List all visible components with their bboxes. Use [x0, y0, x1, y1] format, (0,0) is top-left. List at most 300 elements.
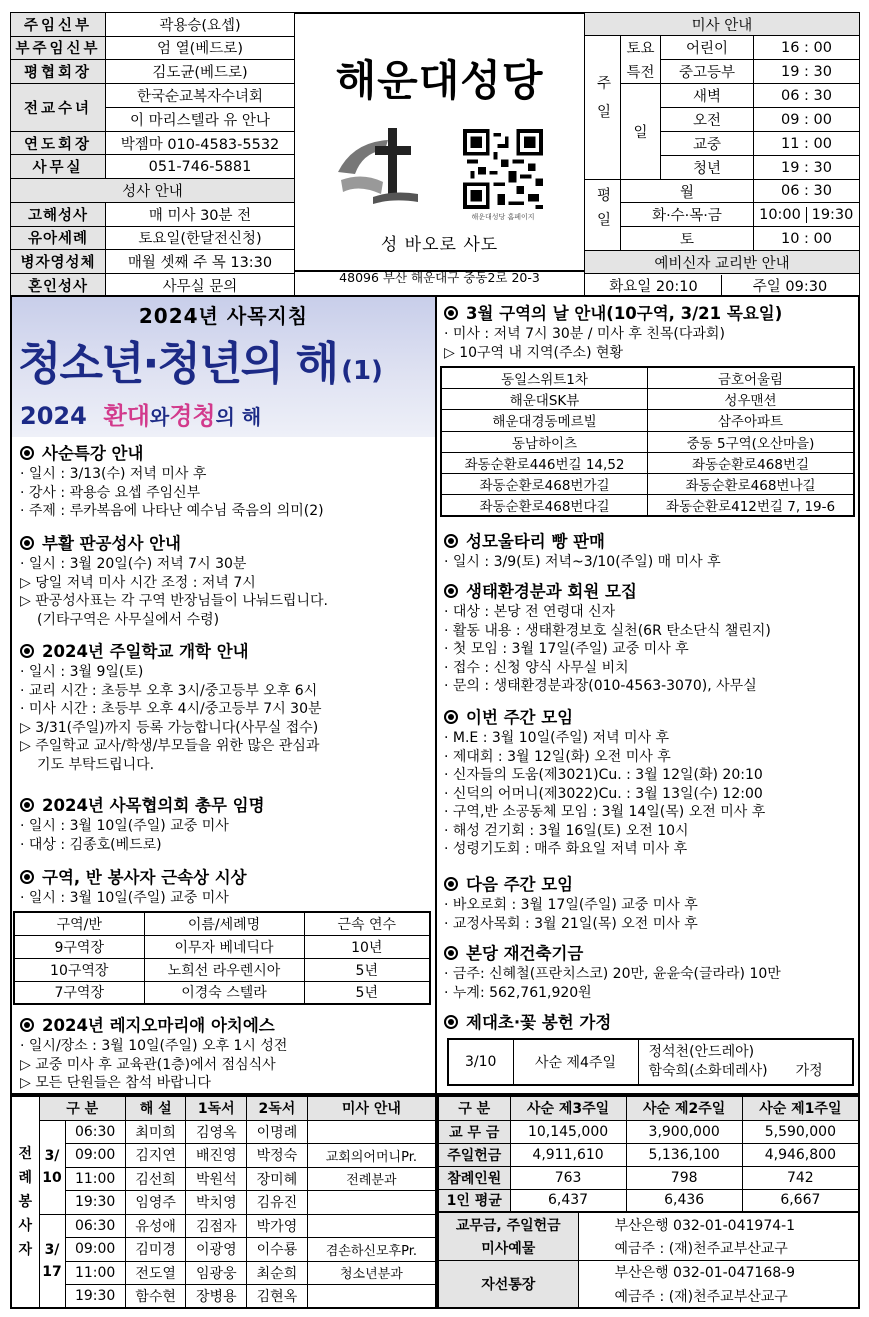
section-line: · 일시 : 3월 10일(주일) 교중 미사 — [20, 817, 265, 836]
mass-row-dawn: 새벽 — [661, 84, 754, 108]
section-line: · 해성 걷기회 : 3월 16일(토) 오전 10시 — [444, 822, 765, 841]
finance-cell: 주일헌금 — [438, 1143, 510, 1166]
district-cell: 성우맨션 — [648, 389, 855, 410]
finance-cell: 798 — [626, 1166, 742, 1189]
finance-cell: 742 — [742, 1166, 859, 1189]
district-cell: 좌동순환로412번길 7, 19-6 — [648, 495, 855, 517]
section-line: · 교리 시간 : 초등부 오후 3시/중고등부 오후 6시 — [20, 682, 322, 701]
mass-row-young-adult: 청년 — [661, 156, 754, 180]
sacrament-name: 고해성사 — [11, 202, 106, 226]
duty-date: 3/10 — [39, 1120, 65, 1214]
section-line: · 일시 : 3월 10일(주일) 교중 미사 — [20, 889, 247, 908]
bank-holder-2: 예금주 : (재)천주교부산교구 — [578, 1284, 859, 1308]
duty-cell — [307, 1191, 436, 1215]
district-row — [441, 495, 854, 517]
duty-cell: 김미경 — [125, 1238, 186, 1262]
sacrament-info: 매 미사 30분 전 — [106, 202, 295, 226]
banner-subtitle: 2024 환대와경청의 해 — [20, 402, 262, 430]
duty-header-cell: 구 분 — [39, 1096, 125, 1120]
finance-cell: 6,667 — [742, 1189, 859, 1212]
finance-row — [438, 1143, 859, 1166]
district-cell: 해운대경동메르빌 — [441, 410, 648, 431]
section-title: 본당 재건축기금 — [466, 944, 584, 963]
duty-cell: 전도열 — [125, 1261, 186, 1285]
section-title: 2024년 레지오마리애 아치에스 — [42, 1016, 275, 1035]
notice-section — [20, 864, 247, 908]
section-line: · 접수 : 신청 양식 사무실 비치 — [444, 659, 771, 678]
staff-row — [11, 60, 295, 84]
duty-header-cell: 1독서 — [186, 1096, 247, 1120]
sacrament-info: 매월 셋째 주 목 13:30 — [106, 250, 295, 274]
duty-cell: 김선희 — [125, 1167, 186, 1191]
duty-cell: 19:30 — [65, 1191, 125, 1215]
notice-section — [20, 530, 328, 629]
duty-row — [11, 1238, 436, 1262]
duty-row — [11, 1191, 436, 1215]
duty-cell: 박치영 — [186, 1191, 247, 1215]
award-row — [14, 981, 430, 1004]
duty-header-cell: 미사 안내 — [307, 1096, 436, 1120]
staff-row — [11, 83, 295, 107]
duty-header-cell: 2독서 — [247, 1096, 308, 1120]
finance-cell: 4,946,800 — [742, 1143, 859, 1166]
duty-cell: 청소년분과 — [307, 1261, 436, 1285]
staff-name: 엄 열(베드로) — [106, 36, 295, 60]
bank-account-2: 부산은행 032-01-047168-9 — [578, 1260, 859, 1284]
duty-cell: 박정숙 — [247, 1144, 308, 1168]
finance-cell: 763 — [510, 1166, 626, 1189]
award-cell: 7구역장 — [14, 981, 144, 1004]
duty-cell: 김현옥 — [247, 1285, 308, 1309]
duty-cell: 박가영 — [247, 1214, 308, 1238]
award-cell: 노희선 라우렌시아 — [144, 958, 304, 981]
finance-header-cell: 사순 제2주일 — [626, 1096, 742, 1120]
duty-cell: 11:00 — [65, 1261, 125, 1285]
district-row — [441, 410, 854, 431]
bullet-circle-icon — [444, 946, 458, 960]
section-line: · 문의 : 생태환경분과장(010-4563-3070), 사무실 — [444, 677, 771, 696]
banner-title: 청소년·청년의 해 (1) — [18, 337, 383, 390]
duty-cell: 배진영 — [186, 1144, 247, 1168]
staff-table — [10, 12, 295, 297]
duty-header — [11, 1096, 436, 1120]
section-heading — [20, 638, 322, 662]
staff-name: 곽용승(요셉) — [106, 13, 295, 37]
section-heading — [20, 530, 328, 554]
award-cell: 이무자 베네딕다 — [144, 935, 304, 958]
district-row — [441, 474, 854, 495]
patron-saint: 성 바오로 사도 — [380, 235, 499, 255]
section-line: ▷ 10구역 내 지역(주소) 현황 — [444, 344, 858, 363]
district-cell: 중동 5구역(오산마을) — [648, 431, 855, 452]
sacrament-row — [11, 202, 295, 226]
section-line: · 바오로회 : 3월 17일(주일) 교중 미사 후 — [444, 896, 698, 915]
section-line: · 일시 : 3/13(수) 저녁 미사 후 — [20, 465, 324, 484]
finance-cell: 5,590,000 — [742, 1120, 859, 1143]
mass-time-tue-fri: 10:00 19:30 — [754, 203, 860, 227]
staff-role: 전교수녀 — [11, 83, 106, 131]
notice-section — [444, 871, 698, 933]
notice-section — [20, 1012, 432, 1093]
duty-row — [11, 1167, 436, 1191]
mass-time-kids: 16 : 00 — [754, 36, 860, 60]
bank-holder-1: 예금주 : (재)천주교부산교구 — [578, 1236, 859, 1260]
duty-side-label: 전례봉사자 — [11, 1096, 39, 1308]
duty-cell: 김지연 — [125, 1144, 186, 1168]
finance-cell: 6,436 — [626, 1189, 742, 1212]
section-line: ▷ 주일학교 교사/학생/부모들을 위한 많은 관심과 — [20, 737, 322, 756]
mass-time-morning: 09 : 00 — [754, 108, 860, 132]
altar-date: 3/10 — [448, 1039, 513, 1085]
finance-header — [438, 1096, 859, 1120]
bank-label-mass: 미사예물 — [438, 1236, 578, 1260]
section-line: ▷ 3/31(주일)까지 등록 가능합니다(사무실 접수) — [20, 719, 322, 738]
mass-time-mon: 06 : 30 — [754, 180, 860, 203]
section-heading — [20, 864, 247, 888]
section-title: 구역, 반 봉사자 근속상 시상 — [42, 868, 247, 887]
staff-name: 김도균(베드로) — [106, 60, 295, 84]
award-header-cell: 근속 연수 — [304, 912, 430, 935]
section-line: · 미사 : 저녁 7시 30분 / 미사 후 친목(다과회) — [444, 325, 858, 344]
duty-cell: 임광웅 — [186, 1261, 247, 1285]
legio-section — [20, 1012, 432, 1100]
sacrament-title-row — [11, 178, 295, 202]
altar-week: 사순 제4주일 — [513, 1039, 638, 1085]
mass-time-dawn: 06 : 30 — [754, 84, 860, 108]
finance-cell: 3,900,000 — [626, 1120, 742, 1143]
section-line: · 대상 : 김종호(베드로) — [20, 836, 265, 855]
sacrament-name: 혼인성사 — [11, 273, 106, 297]
sacrament-info: 사무실 문의 — [106, 273, 295, 297]
district-address-table — [440, 366, 855, 517]
section-heading — [20, 1012, 432, 1036]
bullet-circle-icon — [444, 534, 458, 548]
mass-row-tue-fri: 화·수·목·금 — [621, 203, 754, 227]
section-line: · 교정사목회 : 3월 21일(목) 오전 미사 후 — [444, 915, 698, 934]
award-cell: 10구역장 — [14, 958, 144, 981]
notice-section — [444, 1009, 611, 1034]
section-title: 이번 주간 모임 — [466, 708, 574, 727]
notice-section — [444, 528, 721, 572]
finance-cell: 6,437 — [510, 1189, 626, 1212]
sunday-label — [585, 36, 621, 180]
duty-cell: 장미혜 — [247, 1167, 308, 1191]
duty-row — [11, 1261, 436, 1285]
section-title: 다음 주간 모임 — [466, 875, 574, 894]
section-line: · 성령기도회 : 매주 화요일 저녁 미사 후 — [444, 840, 765, 859]
church-logo-icon — [333, 122, 423, 207]
weekday-text: 평일 — [594, 186, 611, 236]
duty-cell: 최미희 — [125, 1120, 186, 1144]
mass-row-sat: 토 — [621, 227, 754, 251]
section-line: ▷ 모든 단원들은 참석 바랍니다 — [20, 1074, 432, 1093]
mass-time-sat: 10 : 00 — [754, 227, 860, 251]
saturday-label-1: 토요 — [621, 36, 661, 60]
duty-cell: 06:30 — [65, 1214, 125, 1238]
section-title: 생태환경분과 회원 모집 — [466, 582, 637, 601]
weekday-label — [585, 180, 621, 251]
sunday-text: 주일 — [594, 74, 611, 132]
section-line: ▷ 당일 저녁 미사 시간 조정 : 저녁 7시 — [20, 574, 328, 593]
duty-cell: 박원석 — [186, 1167, 247, 1191]
award-cell: 10년 — [304, 935, 430, 958]
section-line: · 제대회 : 3월 12일(화) 오전 미사 후 — [444, 748, 765, 767]
section-line: · 신덕의 어머니(제3022)Cu. : 3월 13일(수) 12:00 — [444, 785, 765, 804]
duty-cell: 김영옥 — [186, 1120, 247, 1144]
finance-header-cell: 구 분 — [438, 1096, 510, 1120]
section-line: ▷ 교중 미사 후 교육관(1층)에서 점심식사 — [20, 1056, 432, 1075]
duty-cell: 교회의어머니Pr. — [307, 1144, 436, 1168]
section-title: 2024년 사목협의회 총무 임명 — [42, 796, 265, 815]
finance-cell: 1인 평균 — [438, 1189, 510, 1212]
mass-row-kids: 어린이 — [661, 36, 754, 60]
section-line: · 활동 내용 : 생태환경보호 실천(6R 탄소단식 챌린지) — [444, 622, 771, 641]
award-row — [14, 958, 430, 981]
duty-cell — [307, 1285, 436, 1309]
staff-name: 051-746-5881 — [106, 155, 295, 179]
liturgy-duty-table — [10, 1095, 437, 1309]
staff-role: 평협회장 — [11, 60, 106, 84]
award-header-cell: 이름/세례명 — [144, 912, 304, 935]
notice-section — [20, 792, 265, 854]
section-heading — [20, 792, 265, 816]
notice-section — [444, 300, 858, 362]
staff-row — [11, 155, 295, 179]
section-line: · 금주: 신혜철(프란치스코) 20만, 윤윤숙(글라라) 10만 — [444, 965, 781, 984]
staff-role: 부주임신부 — [11, 36, 106, 60]
church-name: 해운대성당 — [335, 56, 544, 105]
duty-cell: 겸손하신모후Pr. — [307, 1238, 436, 1262]
staff-row — [11, 131, 295, 155]
bullet-circle-icon — [20, 536, 34, 550]
district-row — [441, 431, 854, 452]
duty-row — [11, 1144, 436, 1168]
section-line: 기도 부탁드립니다. — [37, 756, 155, 773]
sacrament-name: 유아세례 — [11, 226, 106, 250]
duty-cell: 김유진 — [247, 1191, 308, 1215]
section-heading — [444, 1009, 611, 1033]
bullet-circle-icon — [444, 584, 458, 598]
duty-cell: 임영주 — [125, 1191, 186, 1215]
award-row — [14, 935, 430, 958]
sunday-il-label: 일 — [621, 84, 661, 180]
mass-time-youth: 19 : 30 — [754, 60, 860, 84]
section-heading — [444, 578, 771, 602]
duty-header-cell: 해 설 — [125, 1096, 186, 1120]
section-line: · 신자들의 도움(제3021)Cu. : 3월 12일(화) 20:10 — [444, 766, 765, 785]
award-table — [13, 911, 431, 1005]
mass-title: 미사 안내 — [585, 13, 860, 36]
duty-cell: 11:00 — [65, 1167, 125, 1191]
award-header-cell: 구역/반 — [14, 912, 144, 935]
district-cell: 동일스위트1차 — [441, 367, 648, 389]
district-row — [441, 389, 854, 410]
duty-cell: 장병용 — [186, 1285, 247, 1309]
section-line: · 강사 : 곽용승 요셉 주임신부 — [20, 484, 324, 503]
section-heading — [444, 871, 698, 895]
finance-table — [437, 1095, 860, 1213]
section-line: · 일시 : 3월 9일(토) — [20, 663, 322, 682]
duty-cell: 06:30 — [65, 1120, 125, 1144]
section-line: · 첫 모임 : 3월 17일(주일) 교중 미사 후 — [444, 640, 771, 659]
district-row — [441, 452, 854, 473]
finance-cell: 참례인원 — [438, 1166, 510, 1189]
saturday-label-2: 특전 — [621, 60, 661, 84]
district-cell: 해운대SK뷰 — [441, 389, 648, 410]
bullet-circle-icon — [444, 306, 458, 320]
section-line: · 주제 : 루카복음에 나타난 예수님 죽음의 의미(2) — [20, 502, 324, 521]
award-cell: 5년 — [304, 981, 430, 1004]
notice-section — [444, 704, 765, 859]
district-cell: 금호어울림 — [648, 367, 855, 389]
duty-row — [11, 1285, 436, 1309]
notice-section — [20, 440, 324, 521]
bullet-circle-icon — [20, 644, 34, 658]
church-header — [295, 12, 584, 285]
mass-time-young-adult: 19 : 30 — [754, 156, 860, 180]
column-divider — [435, 295, 437, 1095]
section-heading — [444, 528, 721, 552]
bullet-circle-icon — [20, 446, 34, 460]
award-header — [14, 912, 430, 935]
finance-cell: 교 무 금 — [438, 1120, 510, 1143]
section-line: (기타구역은 사무실에서 수령) — [37, 611, 220, 628]
bank-account-1: 부산은행 032-01-041974-1 — [578, 1212, 859, 1236]
duty-cell: 19:30 — [65, 1285, 125, 1309]
staff-role: 사무실 — [11, 155, 106, 179]
duty-cell: 09:00 — [65, 1144, 125, 1168]
duty-cell: 이광영 — [186, 1238, 247, 1262]
sacrament-title: 성사 안내 — [11, 178, 295, 202]
finance-cell: 4,911,610 — [510, 1143, 626, 1166]
section-title: 부활 판공성사 안내 — [42, 534, 182, 553]
staff-name: 한국순교복자수녀회 — [106, 83, 295, 107]
staff-role: 주임신부 — [11, 13, 106, 37]
section-title: 사순특강 안내 — [42, 444, 144, 463]
sacrament-info: 토요일(한달전신청) — [106, 226, 295, 250]
notice-section — [444, 940, 781, 1002]
mass-row-morning: 오전 — [661, 108, 754, 132]
staff-name: 박젬마 010-4583-5532 — [106, 131, 295, 155]
section-heading — [444, 704, 765, 728]
finance-cell: 5,136,100 — [626, 1143, 742, 1166]
section-heading — [444, 300, 858, 324]
duty-cell: 09:00 — [65, 1238, 125, 1262]
finance-row — [438, 1166, 859, 1189]
sacrament-row — [11, 250, 295, 274]
mass-row-main: 교중 — [661, 132, 754, 156]
qr-caption: 해운대성당 홈페이지 — [471, 213, 535, 221]
duty-date: 3/17 — [39, 1214, 65, 1308]
bullet-circle-icon — [20, 870, 34, 884]
section-line: · 일시 : 3/9(토) 저녁~3/10(주일) 매 미사 후 — [444, 553, 721, 572]
altar-offering-table — [447, 1038, 854, 1086]
district-cell: 좌동순환로468번나길 — [648, 474, 855, 495]
district-cell: 좌동순환로468번가길 — [441, 474, 648, 495]
catechism-title: 예비신자 교리반 안내 — [585, 251, 860, 274]
bank-label-charity: 자선통장 — [438, 1260, 578, 1308]
duty-cell: 김점자 — [186, 1214, 247, 1238]
award-cell: 이경숙 스텔라 — [144, 981, 304, 1004]
section-line: · 미사 시간 : 초등부 오후 4시/중고등부 7시 30분 — [20, 700, 322, 719]
duty-row — [11, 1120, 436, 1144]
banner-year: 2024년 사목지침 — [138, 304, 309, 328]
staff-row — [11, 36, 295, 60]
mass-time-main: 11 : 00 — [754, 132, 860, 156]
district-cell: 좌동순환로468번다길 — [441, 495, 648, 517]
section-heading — [444, 940, 781, 964]
staff-name-2: 이 마리스텔라 유 안나 — [106, 107, 295, 131]
duty-cell: 이수룡 — [247, 1238, 308, 1262]
notice-section — [20, 638, 322, 774]
duty-cell — [307, 1120, 436, 1144]
bullet-circle-icon — [444, 1015, 458, 1029]
finance-row — [438, 1189, 859, 1212]
section-line: · 구역,반 소공동체 모임 : 3월 14일(목) 오전 미사 후 — [444, 803, 765, 822]
mass-row-mon: 월 — [621, 180, 754, 203]
section-heading — [20, 440, 324, 464]
finance-cell: 10,145,000 — [510, 1120, 626, 1143]
bullet-circle-icon — [444, 877, 458, 891]
district-cell: 삼주아파트 — [648, 410, 855, 431]
section-line: · 대상 : 본당 전 연령대 신자 — [444, 603, 771, 622]
award-cell: 5년 — [304, 958, 430, 981]
section-line: · 일시 : 3월 20일(수) 저녁 7시 30분 — [20, 555, 328, 574]
mass-schedule-table — [584, 12, 860, 297]
finance-row — [438, 1120, 859, 1143]
district-cell: 동남하이츠 — [441, 431, 648, 452]
bank-label-dues: 교무금, 주일헌금 — [438, 1212, 578, 1236]
staff-row — [11, 13, 295, 37]
mass-row-youth: 중고등부 — [661, 60, 754, 84]
section-title: 제대초·꽃 봉헌 가정 — [466, 1013, 612, 1032]
bank-table — [437, 1211, 860, 1309]
bullet-circle-icon — [444, 710, 458, 724]
bullet-circle-icon — [20, 798, 34, 812]
pastoral-banner — [12, 297, 435, 437]
catechism-times: 화요일 20:10 주일 09:30 — [585, 274, 860, 297]
duty-row — [11, 1214, 436, 1238]
duty-cell: 최순희 — [247, 1261, 308, 1285]
district-row — [441, 367, 854, 389]
altar-family: 정석천(안드레아) 함숙희(소화데레사) 가정 — [638, 1039, 853, 1085]
church-address: 48096 부산 해운대구 중동2로 20-3 — [339, 270, 540, 285]
staff-role: 연도회장 — [11, 131, 106, 155]
district-cell: 좌동순환로468번길 — [648, 452, 855, 473]
section-title: 2024년 주일학교 개학 안내 — [42, 642, 249, 661]
finance-header-cell: 사순 제1주일 — [742, 1096, 859, 1120]
sacrament-name: 병자영성체 — [11, 250, 106, 274]
section-title: 성모울타리 빵 판매 — [466, 532, 606, 551]
section-line: · 일시/장소 : 3월 10일(주일) 오후 1시 성전 — [20, 1037, 432, 1056]
section-line: · M.E : 3월 10일(주일) 저녁 미사 후 — [444, 729, 765, 748]
finance-header-cell: 사순 제3주일 — [510, 1096, 626, 1120]
section-title: 3월 구역의 날 안내(10구역, 3/21 목요일) — [466, 304, 783, 323]
district-cell: 좌동순환로446번길 14,52 — [441, 452, 648, 473]
duty-cell: 함수현 — [125, 1285, 186, 1309]
bullet-circle-icon — [20, 1018, 34, 1032]
award-cell: 9구역장 — [14, 935, 144, 958]
section-line: · 누계: 562,761,920원 — [444, 984, 781, 1003]
duty-cell: 유성애 — [125, 1214, 186, 1238]
duty-cell: 이명례 — [247, 1120, 308, 1144]
notice-section — [444, 578, 771, 696]
sacrament-row — [11, 273, 295, 297]
district-section — [444, 300, 858, 369]
duty-cell — [307, 1214, 436, 1238]
section-line: ▷ 판공성사표는 각 구역 반장님들이 나눠드립니다. — [20, 592, 328, 611]
sacrament-row — [11, 226, 295, 250]
